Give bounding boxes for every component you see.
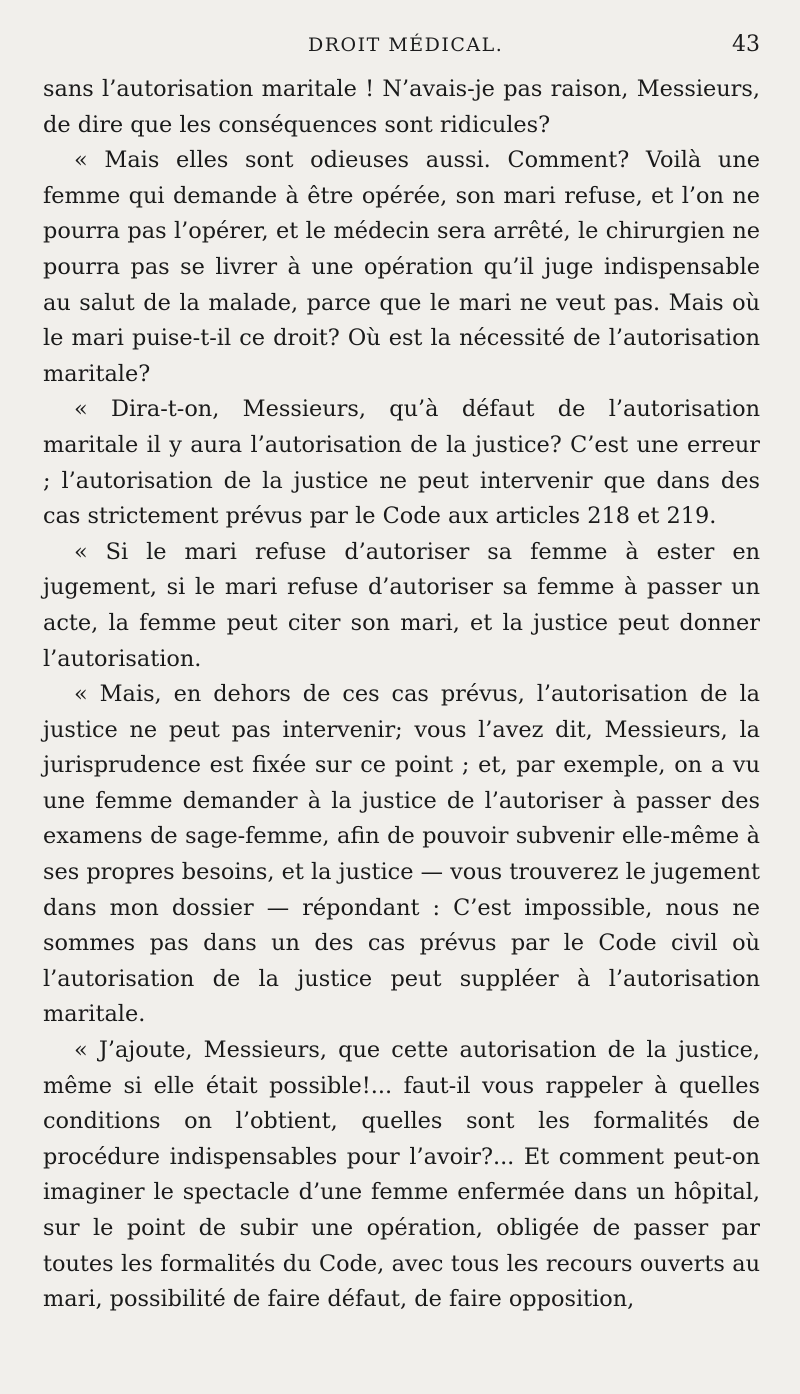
paragraph: « Si le mari refuse d’autoriser sa femme à ester en jugement, si le mari refuse d’autoriser sa femme à passer un acte, la femme peut citer son mari, et la justice peut donner l’autorisation. <box>43 538 760 672</box>
page-header <box>0 34 800 64</box>
body-text <box>43 72 760 1318</box>
paragraph: « Dira-t-on, Messieurs, qu’à défaut de l’autorisation maritale il y aura l’autorisation de la justice? C’est une erreur ; l’autorisation de la justice ne peut intervenir que dans des cas strictement prévus par le Code aux articles 218 et 219. <box>43 396 760 530</box>
page-number: 43 <box>732 32 760 57</box>
running-title: DROIT MÉDICAL. <box>308 34 504 56</box>
paragraph: « Mais, en dehors de ces cas prévus, l’autorisation de la justice ne peut pas intervenir; vous l’avez dit, Messieurs, la jurisprudence est fixée sur ce point ; et, par exemple, on a vu une femme demander à la justice de l’autoriser à passer des examens de sage-femme, afin de pouvoir subvenir elle-même à ses propres besoins, et la justice — vous trouverez le jugement dans mon dossier — répondant : C’est impossible, nous ne sommes pas dans un des cas prévus par le Code civil où l’autorisation de la justice peut suppléer à l’autorisation maritale. <box>43 681 760 1028</box>
paragraph: « J’ajoute, Messieurs, que cette autorisation de la justice, même si elle était possible!... faut-il vous rappeler à quelles conditions on l’obtient, quelles sont les formalités de procédure indispensables pour l’avoir?... Et comment peut-on imaginer le spectacle d’une femme enfermée dans un hôpital, sur le point de subir une opération, obligée de passer par toutes les formalités du Code, avec tous les recours ouverts au mari, possibilité de faire défaut, de faire opposition, <box>43 1037 760 1313</box>
paragraph: « Mais elles sont odieuses aussi. Comment? Voilà une femme qui demande à être opérée, son mari refuse, et l’on ne pourra pas l’opérer, et le médecin sera arrêté, le chirurgien ne pourra pas se livrer à une opération qu’il juge indispensable au salut de la malade, parce que le mari ne veut pas. Mais où le mari puise-t-il ce droit? Où est la nécessité de l’autorisation maritale? <box>43 147 760 387</box>
paragraph: sans l’autorisation maritale ! N’avais-je pas raison, Messieurs, de dire que les conséquences sont ridicules? <box>43 76 760 138</box>
